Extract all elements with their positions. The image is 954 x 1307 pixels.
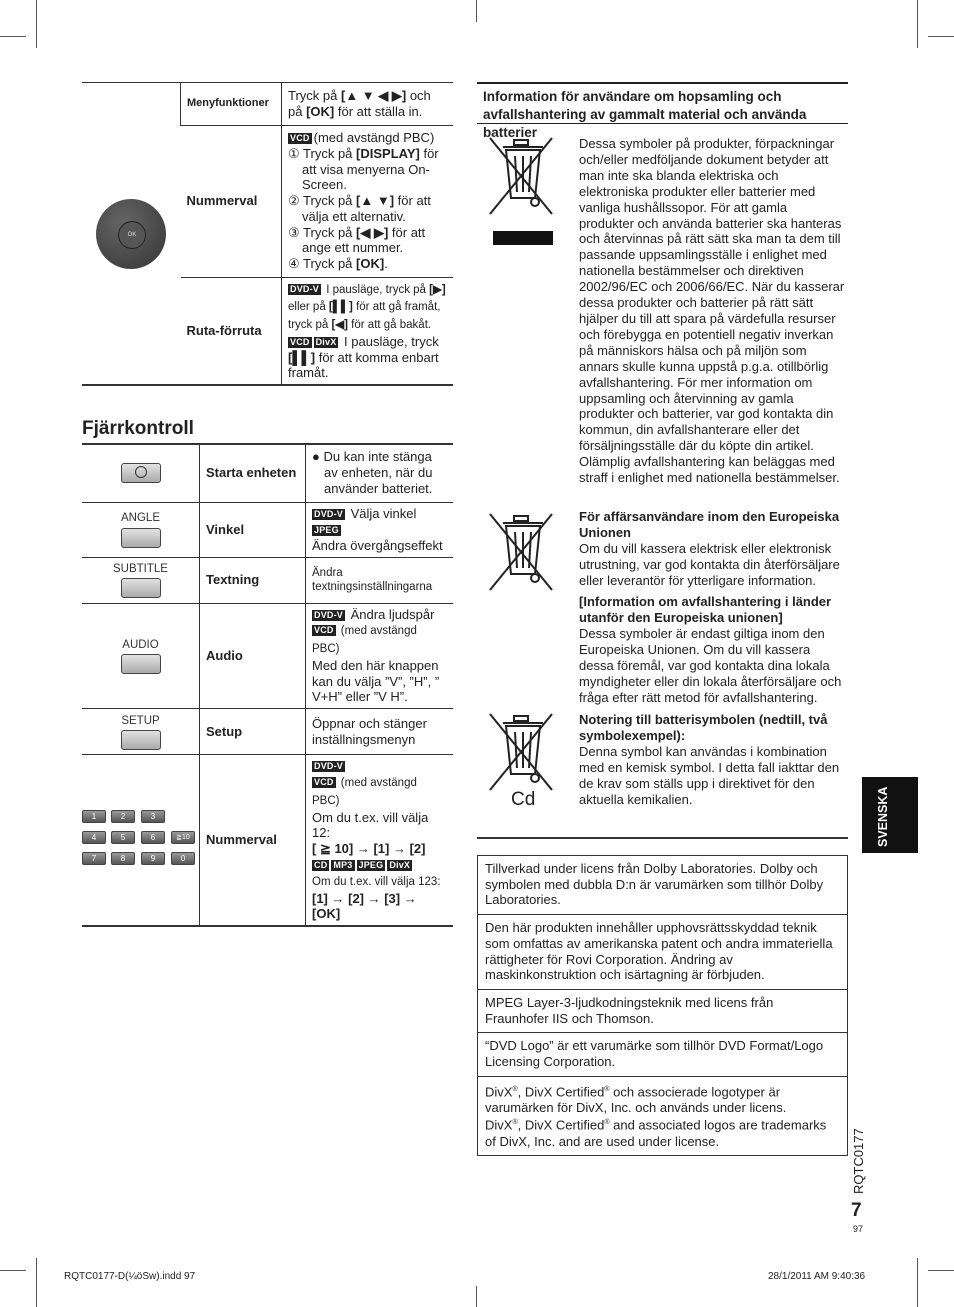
row-content: Tryck på [▲ ▼ ◀ ▶] och på [OK] för att ställa in. — [282, 83, 454, 125]
crop-mark — [0, 1270, 26, 1271]
row-label: Starta enheten — [200, 445, 306, 502]
subtitle-button-cell: SUBTITLE — [82, 557, 200, 603]
number-key[interactable]: 9 — [141, 852, 165, 865]
power-icon — [135, 466, 147, 478]
footer-file: RQTC0177-D(¼öSw).indd 97 — [64, 1271, 196, 1282]
ok-button[interactable]: OK — [118, 221, 146, 249]
crop-mark — [476, 0, 477, 22]
number-key[interactable]: 8 — [111, 852, 135, 865]
row-content: ● Du kan inte stänga av enheten, när du använder batteriet. — [306, 445, 454, 502]
language-tab — [862, 777, 918, 853]
crop-mark — [917, 0, 918, 48]
audio-button[interactable] — [121, 654, 161, 674]
outside-eu-title: [Information om avfallshantering i länder utanför den Europeiska unionen] — [579, 594, 832, 625]
license-rovi: Den här produkten innehåller upphovsrättsskyddad teknik som omfattas av amerikanska patent och andra immateriella rättigheter för Rovi Corporation. Ändring av maskinkonstruktion och isärtagning är förbjuden. — [478, 915, 847, 990]
row-label: Vinkel — [200, 502, 306, 557]
crossed-bin-icon — [487, 512, 559, 592]
row-content: Ändra textningsinställningarna — [306, 557, 454, 603]
number-keypad — [82, 810, 199, 870]
row-content: DVD-V Ändra ljudspår VCD (med avstängd PBC) Med den här knappen kan du välja ”V”, ”H”, ” V+H” eller ”V H”. — [306, 603, 454, 709]
page-sub-number: 97 — [853, 1224, 864, 1234]
number-key[interactable]: 7 — [82, 852, 106, 865]
remote-table — [82, 445, 453, 927]
section-rule — [477, 837, 848, 839]
disposal-para: Dessa symboler på produkter, förpackningar och/eller medföljande dokument betyder att man inte ska blanda elektriska och elektroniska produkter eller batterier med vanliga hushållssopor. För att gamla produkter och använda batterier ska hanteras och återvinnas på rätt sätt ska man ta dem till passande uppsamlingsställe i enlighet med nationella bestämmelser och direktiven 2002/96/EC och 2006/66/EC. När du kasserar dessa produkter och batterier på rätt sätt hjälper du till att spara på värdefulla resurser och förebygga en potentiell negativ inverkan på människors hälsa och på miljön som annars skulle kunna uppstå p.g.a. otillbörlig avfallshantering. För mer information om uppsamling och återvinning av gamla produkter och batterier, var god kontakta din kommun, din avfallshanterare eller det försäljningsställe där du köpte din artikel. Olämplig avfallshantering kan beläggas med straff i enlighet med nationella bestämmelser. — [579, 136, 845, 486]
power-button[interactable] — [121, 463, 161, 483]
number-key[interactable]: 4 — [82, 831, 106, 844]
row-label: Nummerval — [181, 125, 282, 277]
battery-bin-icon — [487, 712, 559, 792]
menu-function-table — [82, 83, 453, 386]
row-label: Setup — [200, 709, 306, 755]
outside-eu-text: Dessa symboler är endast giltiga inom den Europeiska Unionen. Om du vill kassera dessa föremål, var god kontakta dina lokala myndigheter eller din lokala återförsäljare och fråga efter rätt metod för avfallshantering. — [579, 626, 842, 705]
language-tab-label: SVENSKA — [876, 786, 890, 847]
crossed-bin-icon — [487, 136, 559, 248]
battery-title: Notering till batterisymbolen (nedtill, två symbolexempel): — [579, 712, 828, 743]
crop-mark — [36, 1258, 37, 1307]
number-keypad-cell — [82, 755, 200, 926]
row-label: Textning — [200, 557, 306, 603]
page-number: 7 — [851, 1200, 862, 1221]
crop-mark — [928, 36, 954, 37]
license-dolby: Tillverkad under licens från Dolby Laboratories. Dolby och symbolen med dubbla D:n är varumärken som tillhör Dolby Laboratories. — [478, 856, 847, 915]
chem-symbol: Cd — [511, 789, 536, 810]
number-key[interactable]: 5 — [111, 831, 135, 844]
license-divx: DivX®, DivX Certified® och associerade logotyper är varumärken för DivX, Inc. och används under licens. DivX®, DivX Certified® and associated logos are trademarks of DivX, Inc. and are used under license. — [485, 1084, 827, 1149]
crop-mark — [0, 36, 26, 37]
row-content: DVD-V I pausläge, tryck på [▶] eller på [▌▌] för att gå framåt, tryck på [◀] för att gå bakåt. VCD DivX I pausläge, tryck [▌▌] för att komma enbart framåt. — [282, 277, 454, 385]
row-content: VCD (med avstängd PBC) ① Tryck på [DISPLAY] för att visa menyerna On-Screen. ② Tryck på [▲ ▼] för att välja ett alternativ. ③ Tryck på [◀ ▶] för att ange ett nummer. ④ Tryck på [OK]. — [282, 125, 454, 277]
row-content: DVD-V VCD (med avstängd PBC) Om du t.ex. vill välja 12: [ ≧ 10] → [1] → [2] CD MP3 JPEG DivX Om du t.ex. vill välja 123: [1] → [2] → [3] → [OK] — [306, 755, 454, 926]
number-key[interactable]: 1 — [82, 810, 106, 823]
power-button-cell — [82, 445, 200, 502]
business-text: Om du vill kassera elektrisk eller elektronisk utrustning, var god kontakta din återförsäljare eller leverantör för ytterligare information. — [579, 541, 840, 588]
row-label: Audio — [200, 603, 306, 709]
angle-button-cell: ANGLE — [82, 502, 200, 557]
number-key[interactable]: 6 — [141, 831, 165, 844]
subtitle-button[interactable] — [121, 578, 161, 598]
crop-mark — [917, 1258, 918, 1307]
footer-date: 28/1/2011 AM 9:40:36 — [768, 1271, 866, 1282]
license-box — [477, 855, 848, 1156]
battery-text: Denna symbol kan användas i kombination med en kemisk symbol. I detta fall iakttar den de krav som ställs upp i direktivet för den aktuella kemikalien. — [579, 744, 840, 807]
row-content: Öppnar och stänger inställningsmenyn — [306, 709, 454, 755]
license-mpeg: MPEG Layer-3-ljudkodningsteknik med licens från Fraunhofer IIS och Thomson. — [478, 990, 847, 1033]
doc-code: RQTC0177 — [851, 1128, 866, 1194]
number-key[interactable]: 0 — [171, 852, 195, 865]
disposal-heading: Information för användare om hopsamling och avfallshantering av gammalt material och använda batterier — [477, 82, 848, 124]
row-label: Nummerval — [200, 755, 306, 926]
crop-mark — [928, 1270, 954, 1271]
business-title: För affärsanvändare inom den Europeiska Unionen — [579, 509, 840, 540]
section-title: Fjärrkontroll — [82, 418, 194, 439]
setup-button-cell: SETUP — [82, 709, 200, 755]
number-key[interactable]: 3 — [141, 810, 165, 823]
license-dvd-logo: “DVD Logo” är ett varumärke som tillhör DVD Format/Logo Licensing Corporation. — [478, 1033, 847, 1076]
crop-mark — [476, 1286, 477, 1307]
audio-button-cell: AUDIO — [82, 603, 200, 709]
crop-mark — [36, 0, 37, 48]
number-key[interactable]: 2 — [111, 810, 135, 823]
row-content: DVD-V Välja vinkel JPEG Ändra övergångseffekt — [306, 502, 454, 557]
dpad-icon — [96, 199, 166, 269]
number-key[interactable]: ≧10 — [171, 831, 195, 844]
row-label: Ruta-förruta — [181, 277, 282, 385]
setup-button[interactable] — [121, 730, 161, 750]
remote-dpad-cell — [82, 83, 181, 385]
row-label: Menyfunktioner — [181, 83, 282, 125]
angle-button[interactable] — [121, 528, 161, 548]
